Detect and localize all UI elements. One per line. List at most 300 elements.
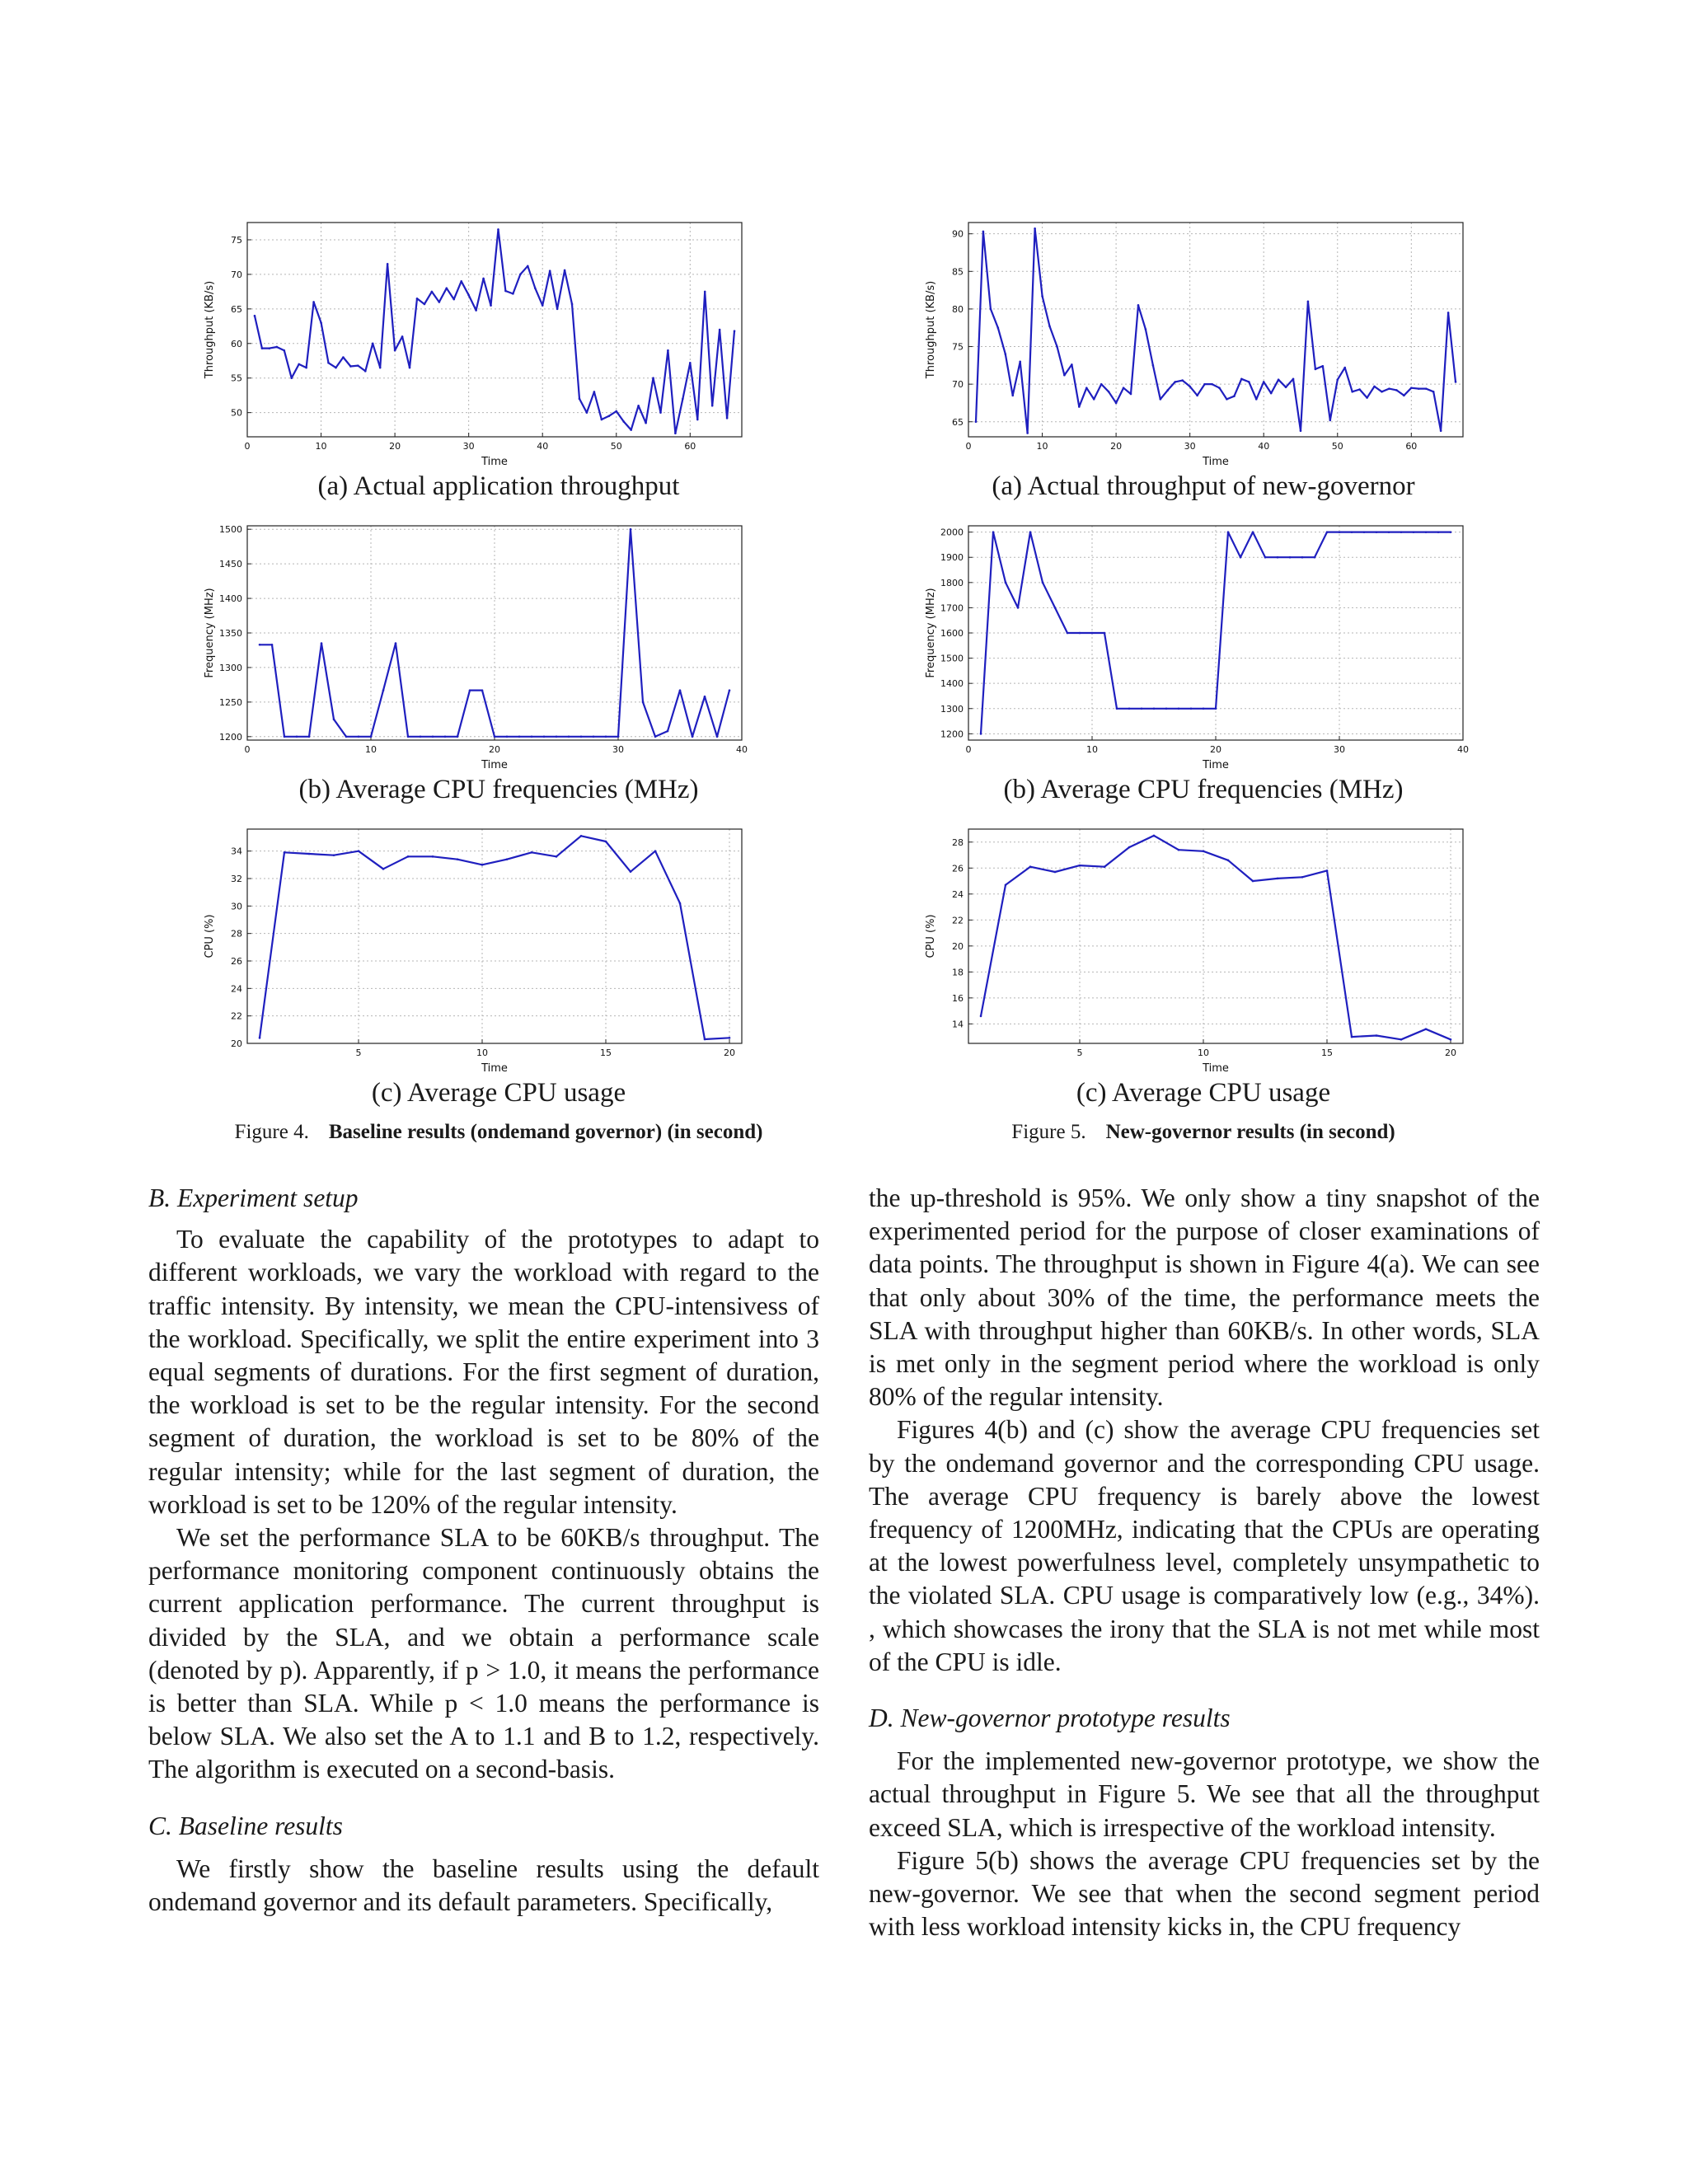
data-point	[704, 291, 706, 293]
data-point	[401, 335, 404, 338]
y-tick-label: 22	[952, 915, 964, 926]
data-series-line	[981, 836, 1451, 1039]
data-point	[1432, 391, 1435, 393]
y-tick-label: 60	[231, 338, 242, 349]
data-point	[298, 363, 300, 366]
data-point	[1104, 632, 1106, 635]
data-point	[1116, 707, 1118, 710]
data-point	[734, 330, 736, 332]
data-point	[1017, 607, 1020, 609]
data-point	[1019, 360, 1021, 363]
data-point	[1054, 871, 1057, 874]
data-point	[1160, 398, 1162, 401]
data-point	[1203, 707, 1205, 710]
data-point	[305, 367, 307, 369]
data-point	[1227, 531, 1230, 533]
data-point	[1174, 381, 1176, 383]
x-tick-label: 10	[1036, 441, 1048, 452]
data-point	[1301, 556, 1304, 559]
data-point	[1440, 429, 1442, 432]
data-point	[1104, 865, 1106, 868]
x-axis-label: Time	[1203, 1062, 1229, 1075]
y-axis-label: CPU (%)	[925, 914, 937, 958]
x-tick-label: 5	[355, 1047, 362, 1058]
data-point	[1034, 227, 1036, 230]
data-point	[692, 736, 694, 738]
data-point	[342, 356, 345, 359]
data-point	[284, 851, 286, 854]
data-point	[1203, 383, 1206, 386]
data-point	[1264, 556, 1267, 559]
data-point	[679, 689, 682, 691]
x-tick-label: 20	[389, 441, 401, 452]
data-point	[1128, 846, 1131, 849]
data-point	[1425, 387, 1428, 390]
data-point	[1248, 381, 1250, 383]
fig5b-subcaption: (b) Average CPU frequencies (MHz)	[1003, 775, 1404, 804]
y-tick-label: 1700	[940, 602, 964, 614]
data-point	[254, 315, 256, 317]
data-point	[564, 269, 566, 272]
data-point	[1056, 345, 1058, 348]
data-point	[382, 689, 385, 691]
y-tick-label: 14	[952, 1019, 964, 1030]
data-point	[283, 349, 285, 352]
data-point	[387, 263, 389, 265]
data-point	[642, 701, 645, 704]
data-point	[1326, 869, 1329, 872]
data-point	[382, 868, 385, 870]
data-point	[445, 287, 448, 289]
data-point	[674, 433, 677, 435]
fig4b-plot	[198, 519, 750, 775]
paragraph: We set the performance SLA to be 60KB/s throughput. The performance monitoring component continuously obtains the current application performance. The current throughput is divided by the SLA, and we obtain a performance scale (denoted by p). Apparently, if p > 1.0, it means the performance is better than SLA. While p < 1.0 means the performance is below SLA. We also set the A to 1.1 and B to 1.2, respectively. The algorithm is executed on a second-basis.	[148, 1523, 819, 1784]
data-point	[1363, 531, 1366, 533]
data-point	[601, 419, 603, 421]
data-point	[1178, 849, 1180, 851]
data-point	[1152, 364, 1155, 367]
data-point	[432, 736, 434, 738]
data-point	[1141, 707, 1143, 710]
y-tick-label: 55	[231, 373, 242, 384]
data-point	[534, 287, 537, 289]
data-point	[997, 326, 1000, 329]
data-point	[1388, 387, 1390, 390]
data-point	[531, 736, 533, 738]
x-tick-label: 50	[1331, 441, 1343, 452]
data-point	[1300, 429, 1302, 432]
y-tick-label: 26	[231, 956, 242, 967]
y-tick-label: 16	[952, 992, 964, 1004]
x-tick-label: 20	[1110, 441, 1123, 452]
section-c-heading: C. Baseline results	[148, 1811, 343, 1840]
data-point	[467, 294, 470, 297]
data-point	[407, 736, 410, 738]
data-point	[990, 308, 992, 311]
data-point	[682, 398, 684, 401]
data-point	[1227, 860, 1230, 862]
paragraph: To evaluate the capability of the prototypes to adapt to different workloads, we vary the workload with regard to the traffic intensity. By intensity, we mean the CPU-intensivess of the workload. Specifically, we split the entire experiment into 3 equal segments of durations. For the first segment of duration, the workload is set to be the regular intensity. For the second segment of duration, the workload is set to be 80% of the regular intensity; while for the last segment of duration, the workload is set to be 120% of the regular intensity.	[148, 1225, 819, 1519]
data-point	[571, 303, 574, 306]
data-point	[1085, 387, 1088, 389]
data-point	[504, 290, 507, 293]
data-point	[1093, 398, 1095, 401]
data-point	[543, 736, 546, 738]
x-tick-label: 30	[612, 744, 624, 755]
data-point	[475, 309, 477, 312]
y-tick-label: 22	[231, 1010, 242, 1022]
data-point	[1165, 707, 1168, 710]
x-tick-label: 0	[965, 441, 972, 452]
x-tick-label: 15	[1321, 1047, 1333, 1058]
paragraph: We firstly show the baseline results using the default ondemand governor and its default parameters. Specifically,	[148, 1854, 819, 1917]
data-point	[1240, 377, 1243, 380]
data-point	[1425, 1028, 1428, 1030]
data-point	[637, 405, 640, 407]
data-point	[1005, 582, 1007, 584]
x-tick-label: 10	[365, 744, 377, 755]
data-point	[667, 349, 669, 352]
data-point	[1153, 835, 1156, 837]
x-tick-label: 50	[610, 441, 622, 452]
fig4a-subcaption: (a) Actual application throughput	[317, 471, 680, 501]
fig4b-subcaption: (b) Average CPU frequencies (MHz)	[298, 775, 699, 804]
y-axis-label: Frequency (MHz)	[204, 588, 216, 678]
data-point	[1063, 374, 1066, 377]
data-point	[1218, 387, 1221, 389]
data-point	[716, 736, 719, 738]
data-point	[409, 367, 411, 369]
x-tick-label: 0	[244, 744, 251, 755]
data-point	[506, 858, 509, 860]
paragraph: For the implemented new-governor prototype, we show the actual throughput in Figure 5. We see that all the throughput exceed SLA, which is irrespective of the workload intensity.	[869, 1746, 1540, 1842]
fig4c-subcaption: (c) Average CPU usage	[371, 1078, 626, 1108]
fig5c-subcaption: (c) Average CPU usage	[1076, 1078, 1331, 1108]
data-point	[1054, 607, 1057, 609]
y-axis-label: Throughput (KB/s)	[204, 280, 216, 379]
y-tick-label: 50	[231, 407, 242, 419]
x-tick-label: 20	[489, 744, 500, 755]
data-point	[379, 367, 382, 369]
data-point	[549, 269, 551, 272]
data-point	[1400, 1038, 1403, 1041]
data-point	[654, 850, 657, 852]
x-axis-label: Time	[1203, 456, 1229, 468]
y-tick-label: 1500	[219, 524, 242, 536]
data-point	[586, 411, 588, 414]
data-point	[1339, 531, 1341, 533]
data-point	[1425, 531, 1428, 533]
x-tick-label: 15	[600, 1047, 612, 1058]
fig5b-chart	[919, 519, 1471, 775]
data-point	[320, 321, 322, 324]
data-point	[420, 736, 422, 738]
data-point	[1004, 353, 1006, 355]
data-point	[358, 850, 360, 852]
paragraph: Figure 5(b) shows the average CPU frequencies set by the new-governor. We see that when the second segment period with less workload intensity kicks in, the CPU frequency	[869, 1845, 1540, 1942]
y-tick-label: 28	[952, 837, 964, 848]
data-point	[506, 736, 509, 738]
data-series-line	[976, 228, 1456, 433]
x-axis-label: Time	[481, 759, 508, 771]
data-point	[312, 301, 315, 303]
data-point	[1351, 1036, 1353, 1038]
data-point	[327, 362, 330, 364]
data-point	[271, 644, 274, 646]
data-point	[1329, 419, 1332, 422]
figure-4-label: Figure 4.	[234, 1121, 309, 1143]
data-point	[1011, 395, 1014, 397]
y-tick-label: 32	[231, 874, 242, 884]
data-point	[982, 231, 985, 233]
x-tick-label: 30	[1184, 441, 1196, 452]
data-point	[1203, 850, 1205, 852]
data-point	[1166, 389, 1169, 391]
y-tick-label: 1900	[940, 552, 964, 564]
data-point	[1314, 556, 1316, 559]
figure-5-label: Figure 5.	[1011, 1121, 1086, 1143]
data-point	[1042, 582, 1044, 584]
y-tick-label: 1200	[940, 729, 964, 740]
data-point	[290, 377, 293, 379]
data-point	[481, 864, 484, 866]
data-point	[1277, 878, 1279, 880]
fig5a-chart	[919, 216, 1471, 471]
x-tick-label: 40	[1258, 441, 1270, 452]
data-point	[1326, 531, 1329, 533]
x-tick-label: 0	[244, 441, 251, 452]
y-tick-label: 1600	[940, 628, 964, 639]
data-point	[261, 347, 264, 349]
data-point	[259, 644, 261, 646]
x-tick-label: 5	[1076, 1047, 1083, 1058]
data-point	[630, 528, 632, 531]
data-point	[542, 304, 544, 307]
data-point	[1226, 398, 1228, 401]
data-point	[630, 429, 632, 431]
data-point	[1137, 304, 1140, 307]
section-b-heading: B. Experiment setup	[148, 1183, 359, 1212]
x-axis-label: Time	[481, 1062, 508, 1075]
data-point	[518, 736, 521, 738]
data-point	[1130, 393, 1132, 396]
data-point	[729, 689, 731, 691]
x-tick-label: 20	[1445, 1047, 1456, 1058]
data-point	[269, 347, 271, 349]
data-point	[556, 736, 558, 738]
data-point	[1029, 531, 1032, 533]
data-point	[1005, 883, 1007, 886]
data-point	[1211, 383, 1213, 386]
x-axis-label: Time	[1203, 759, 1229, 771]
data-point	[1455, 381, 1457, 383]
data-point	[519, 274, 522, 276]
data-point	[1450, 531, 1452, 533]
data-point	[605, 736, 607, 738]
data-point	[1270, 392, 1273, 395]
data-point	[667, 730, 669, 733]
y-tick-label: 28	[231, 928, 242, 940]
data-point	[580, 835, 583, 837]
data-point	[457, 858, 459, 860]
data-point	[617, 736, 620, 738]
figure-4-caption-text: Baseline results (ondemand governor) (in second)	[328, 1121, 763, 1143]
y-tick-label: 18	[952, 967, 964, 978]
fig5a-subcaption: (a) Actual throughput of new-governor	[992, 471, 1415, 501]
data-point	[1240, 556, 1242, 559]
data-point	[1307, 300, 1310, 302]
y-tick-label: 1250	[219, 696, 242, 708]
data-point	[1190, 707, 1193, 710]
data-point	[1115, 402, 1118, 405]
data-point	[1079, 632, 1081, 635]
left-text-column	[148, 1182, 819, 1919]
data-point	[469, 689, 471, 691]
fig5b-plot	[919, 519, 1471, 775]
data-point	[1091, 632, 1094, 635]
y-axis-label: CPU (%)	[204, 914, 216, 958]
x-tick-label: 40	[736, 744, 748, 755]
y-tick-label: 1350	[219, 628, 242, 639]
data-point	[1437, 531, 1440, 533]
data-point	[1418, 387, 1420, 390]
data-point	[615, 410, 617, 413]
data-point	[1029, 865, 1032, 868]
data-point	[1447, 312, 1450, 314]
data-point	[395, 642, 397, 644]
data-point	[1351, 391, 1353, 393]
data-point	[1067, 632, 1069, 635]
y-tick-label: 1800	[940, 577, 964, 588]
x-tick-label: 30	[1334, 744, 1345, 755]
data-point	[652, 377, 654, 379]
data-point	[1358, 388, 1361, 391]
y-tick-label: 85	[952, 266, 964, 278]
data-point	[1285, 386, 1287, 388]
data-point	[1301, 876, 1304, 879]
data-point	[345, 736, 348, 738]
data-point	[1071, 363, 1073, 366]
y-tick-label: 70	[231, 269, 242, 280]
data-point	[276, 346, 279, 349]
y-tick-label: 26	[952, 863, 964, 874]
data-point	[975, 420, 978, 423]
plot-frame	[968, 829, 1463, 1043]
data-point	[593, 391, 596, 393]
data-point	[580, 736, 583, 738]
y-tick-label: 20	[231, 1038, 242, 1049]
data-point	[1376, 531, 1378, 533]
data-point	[333, 854, 335, 856]
data-series-line	[260, 836, 729, 1039]
data-series-line	[255, 229, 734, 433]
data-point	[357, 364, 359, 367]
data-point	[1189, 386, 1191, 388]
data-point	[579, 398, 581, 401]
data-point	[659, 411, 662, 414]
paragraph: the up-threshold is 95%. We only show a tiny snapshot of the experimented period for the purpose of closer examinations of data points. The throughput is shown in Figure 4(a). We can see that only about 30% of the time, the performance meets the SLA with throughput higher than 60KB/s. In other words, SLA is met only in the segment period where the workload is only 80% of the regular intensity.	[869, 1183, 1540, 1412]
y-tick-label: 2000	[940, 527, 964, 538]
data-point	[1315, 368, 1317, 371]
data-point	[1410, 387, 1413, 389]
data-point	[407, 855, 410, 858]
data-point	[416, 298, 419, 300]
data-point	[1128, 707, 1131, 710]
y-tick-label: 1300	[219, 662, 242, 673]
data-point	[1388, 531, 1390, 533]
x-tick-label: 10	[315, 441, 327, 452]
data-point	[1336, 378, 1339, 381]
data-point	[726, 417, 729, 419]
data-point	[605, 841, 607, 843]
data-point	[527, 265, 529, 268]
y-tick-label: 75	[952, 341, 964, 353]
data-point	[1366, 396, 1368, 399]
y-tick-label: 20	[952, 940, 964, 952]
data-point	[512, 293, 514, 295]
data-point	[1178, 707, 1180, 710]
y-axis-label: Frequency (MHz)	[925, 588, 937, 678]
fig4c-chart	[198, 823, 750, 1078]
x-tick-label: 60	[1405, 441, 1418, 452]
x-tick-label: 0	[965, 744, 972, 755]
fig4b-chart	[198, 519, 750, 775]
y-tick-label: 75	[231, 234, 242, 246]
y-tick-label: 90	[952, 228, 964, 240]
data-point	[1322, 365, 1325, 368]
data-point	[568, 736, 570, 738]
y-tick-label: 65	[231, 303, 242, 315]
x-tick-label: 10	[1198, 1047, 1209, 1058]
figure-5-caption	[853, 1121, 1554, 1144]
data-point	[980, 1015, 982, 1018]
paragraph: Figures 4(b) and (c) show the average CPU frequencies set by the ondemand governor and the corresponding CPU usage. The average CPU frequency is barely above the lowest frequency of 1200MHz, indicating that the CPUs are operating at the lowest powerfulness level, completely unsympathetic to the violated SLA. CPU usage is comparatively low (e.g., 34%). , which showcases the irony that the SLA is not met while most of the CPU is idle.	[869, 1415, 1540, 1676]
data-point	[1079, 865, 1081, 867]
y-tick-label: 70	[952, 379, 964, 391]
data-point	[438, 301, 441, 303]
fig5c-chart	[919, 823, 1471, 1078]
y-tick-label: 1500	[940, 653, 964, 664]
data-point	[296, 736, 298, 738]
data-point	[1255, 398, 1258, 401]
data-point	[531, 851, 533, 854]
fig4a-chart	[198, 216, 750, 471]
data-point	[654, 736, 657, 738]
section-d-heading: D. New-governor prototype results	[869, 1704, 1231, 1733]
y-tick-label: 24	[231, 983, 242, 995]
data-point	[1351, 531, 1353, 533]
data-point	[1108, 391, 1110, 393]
x-axis-label: Time	[481, 456, 508, 468]
y-tick-label: 30	[231, 901, 242, 912]
data-point	[622, 420, 625, 423]
data-point	[1123, 387, 1125, 389]
data-point	[308, 736, 311, 738]
data-point	[608, 415, 611, 418]
data-point	[364, 370, 367, 373]
data-point	[335, 367, 337, 369]
data-point	[992, 531, 995, 533]
x-tick-label: 40	[1457, 744, 1469, 755]
data-point	[1400, 531, 1403, 533]
fig4c-plot	[198, 823, 750, 1078]
data-point	[481, 689, 484, 691]
data-point	[259, 1037, 261, 1039]
fig4a-plot	[198, 216, 750, 471]
data-point	[497, 228, 499, 231]
fig5c-plot	[919, 823, 1471, 1078]
data-point	[358, 736, 360, 738]
